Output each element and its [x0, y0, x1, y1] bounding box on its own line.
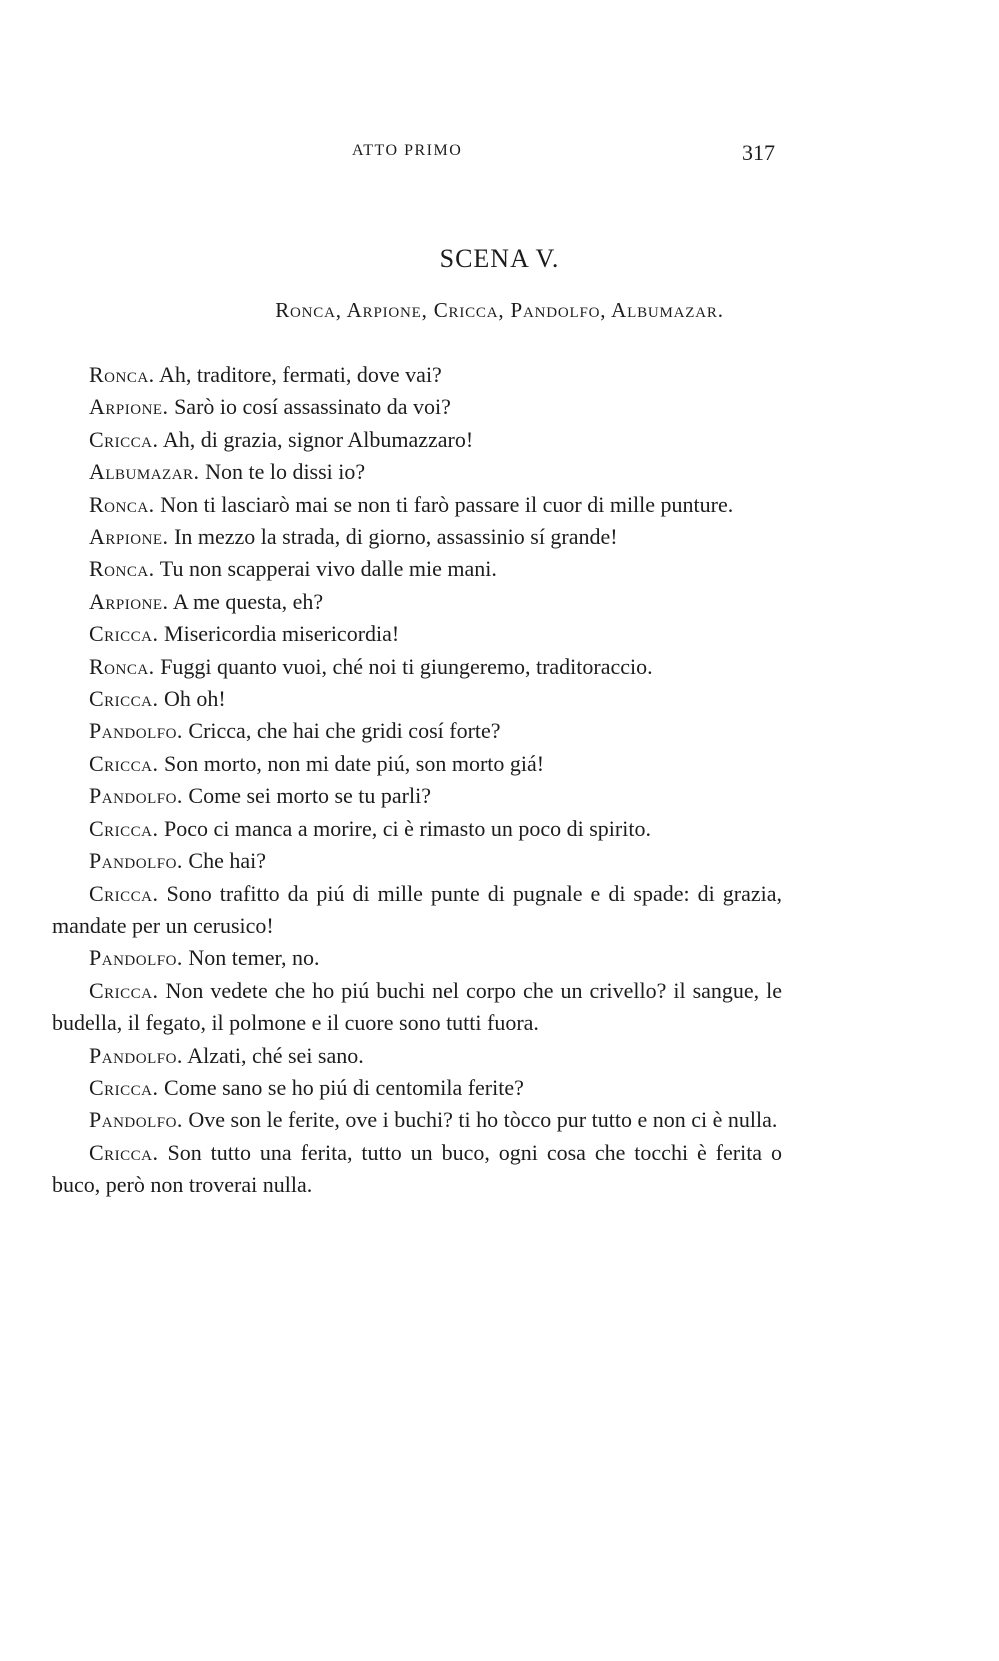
- page-number: 317: [742, 140, 775, 165]
- scene-characters: Ronca, Arpione, Cricca, Pandolfo, Albumazar.: [275, 298, 724, 322]
- speech-text: Come sei morto se tu parli?: [188, 783, 431, 809]
- dialogue-line: [52, 975, 782, 1040]
- dialogue-line: [52, 391, 782, 423]
- dialogue-line: [52, 715, 782, 747]
- dialogue-line: [52, 521, 782, 553]
- speech-text: Poco ci manca a morire, ci è rimasto un poco di spirito.: [164, 815, 651, 841]
- dialogue-line: [52, 618, 782, 650]
- speech-text: Tu non scapperai vivo dalle mie mani.: [159, 556, 497, 582]
- dialogue-line: [52, 1104, 782, 1136]
- speaker-name: Cricca.: [89, 977, 159, 1003]
- speech-text: Son tutto una ferita, tutto un buco, ogni cosa che tocchi è ferita o buco, però non troverai nulla.: [52, 1139, 782, 1198]
- speaker-name: Cricca.: [89, 621, 159, 647]
- speech-text: Alzati, ché sei sano.: [187, 1042, 364, 1068]
- speech-text: Oh oh!: [164, 686, 226, 712]
- speaker-name: Ronca.: [89, 653, 155, 679]
- dialogue-line: [52, 942, 782, 974]
- speech-text: Ove son le ferite, ove i buchi? ti ho tòcco pur tutto e non ci è nulla.: [188, 1107, 778, 1133]
- dialogue-line: [52, 748, 782, 780]
- speaker-name: Cricca.: [89, 750, 159, 776]
- speech-text: Sono trafitto da piú di mille punte di pugnale e di spade: di grazia, mandate per un cerusico!: [52, 880, 782, 938]
- dialogue-line: [52, 1040, 782, 1072]
- speaker-name: Pandolfo.: [89, 1107, 183, 1133]
- speech-text: Misericordia misericordia!: [164, 621, 400, 647]
- dialogue-line: [52, 553, 782, 585]
- speaker-name: Cricca.: [89, 426, 159, 452]
- speech-text: Cricca, che hai che gridi cosí forte?: [188, 718, 501, 744]
- speech-text: Come sano se ho piú di centomila ferite?: [164, 1074, 524, 1100]
- speaker-name: Pandolfo.: [89, 848, 183, 874]
- speech-text: Fuggi quanto vuoi, ché noi ti giungeremo, traditoraccio.: [160, 653, 653, 679]
- speech-text: Che hai?: [188, 848, 266, 874]
- dialogue-line: [52, 424, 782, 456]
- speech-text: Son morto, non mi date piú, son morto giá!: [164, 750, 545, 776]
- speaker-name: Cricca.: [89, 815, 159, 841]
- dialogue-line: [52, 813, 782, 845]
- speaker-name: Ronca.: [89, 491, 155, 517]
- dialogue-line: [52, 1137, 782, 1202]
- dialogue-line: [52, 1072, 782, 1104]
- speech-text: Non vedete che ho piú buchi nel corpo che un crivello? il sangue, le budella, il fegato, il polmone e il cuore sono tutti fuora.: [52, 977, 782, 1036]
- running-title: ATTO PRIMO: [352, 142, 463, 159]
- speech-text: Non te lo dissi io?: [205, 459, 366, 485]
- dialogue-line: [52, 683, 782, 715]
- dialogue-line: [52, 780, 782, 812]
- speaker-name: Ronca.: [89, 556, 155, 582]
- running-header: [0, 142, 999, 166]
- speech-text: Ah, traditore, fermati, dove vai?: [158, 362, 442, 387]
- dialogue-line: [52, 489, 782, 521]
- speaker-name: Pandolfo.: [89, 945, 183, 971]
- speaker-name: Cricca.: [89, 880, 159, 906]
- speech-text: Ah, di grazia, signor Albumazzaro!: [162, 426, 474, 452]
- dialogue-line: [52, 651, 782, 683]
- dialogue-line: [52, 456, 782, 488]
- dialogue-text: [52, 359, 782, 1202]
- speech-text: A me questa, eh?: [172, 588, 324, 614]
- speech-text: Sarò io cosí assassinato da voi?: [174, 394, 451, 420]
- speaker-name: Arpione.: [89, 524, 169, 550]
- scene-title: SCENA V.: [439, 244, 560, 273]
- speaker-name: Pandolfo.: [89, 783, 183, 809]
- speaker-name: Albumazar.: [89, 459, 200, 485]
- speaker-name: Cricca.: [89, 1074, 159, 1100]
- dialogue-line: [52, 845, 782, 877]
- speaker-name: Pandolfo.: [89, 1042, 183, 1068]
- speech-text: In mezzo la strada, di giorno, assassinio sí grande!: [174, 524, 618, 550]
- dialogue-line: [52, 359, 782, 391]
- speaker-name: Cricca.: [89, 1139, 159, 1165]
- dialogue-line: [52, 586, 782, 618]
- speaker-name: Arpione.: [89, 394, 169, 420]
- speaker-name: Ronca.: [89, 362, 155, 387]
- speech-text: Non temer, no.: [188, 945, 320, 971]
- speaker-name: Pandolfo.: [89, 718, 183, 744]
- speech-text: Non ti lasciarò mai se non ti farò passare il cuor di mille punture.: [160, 491, 734, 517]
- speaker-name: Cricca.: [89, 686, 159, 712]
- speaker-name: Arpione.: [89, 588, 169, 614]
- dialogue-line: [52, 878, 782, 943]
